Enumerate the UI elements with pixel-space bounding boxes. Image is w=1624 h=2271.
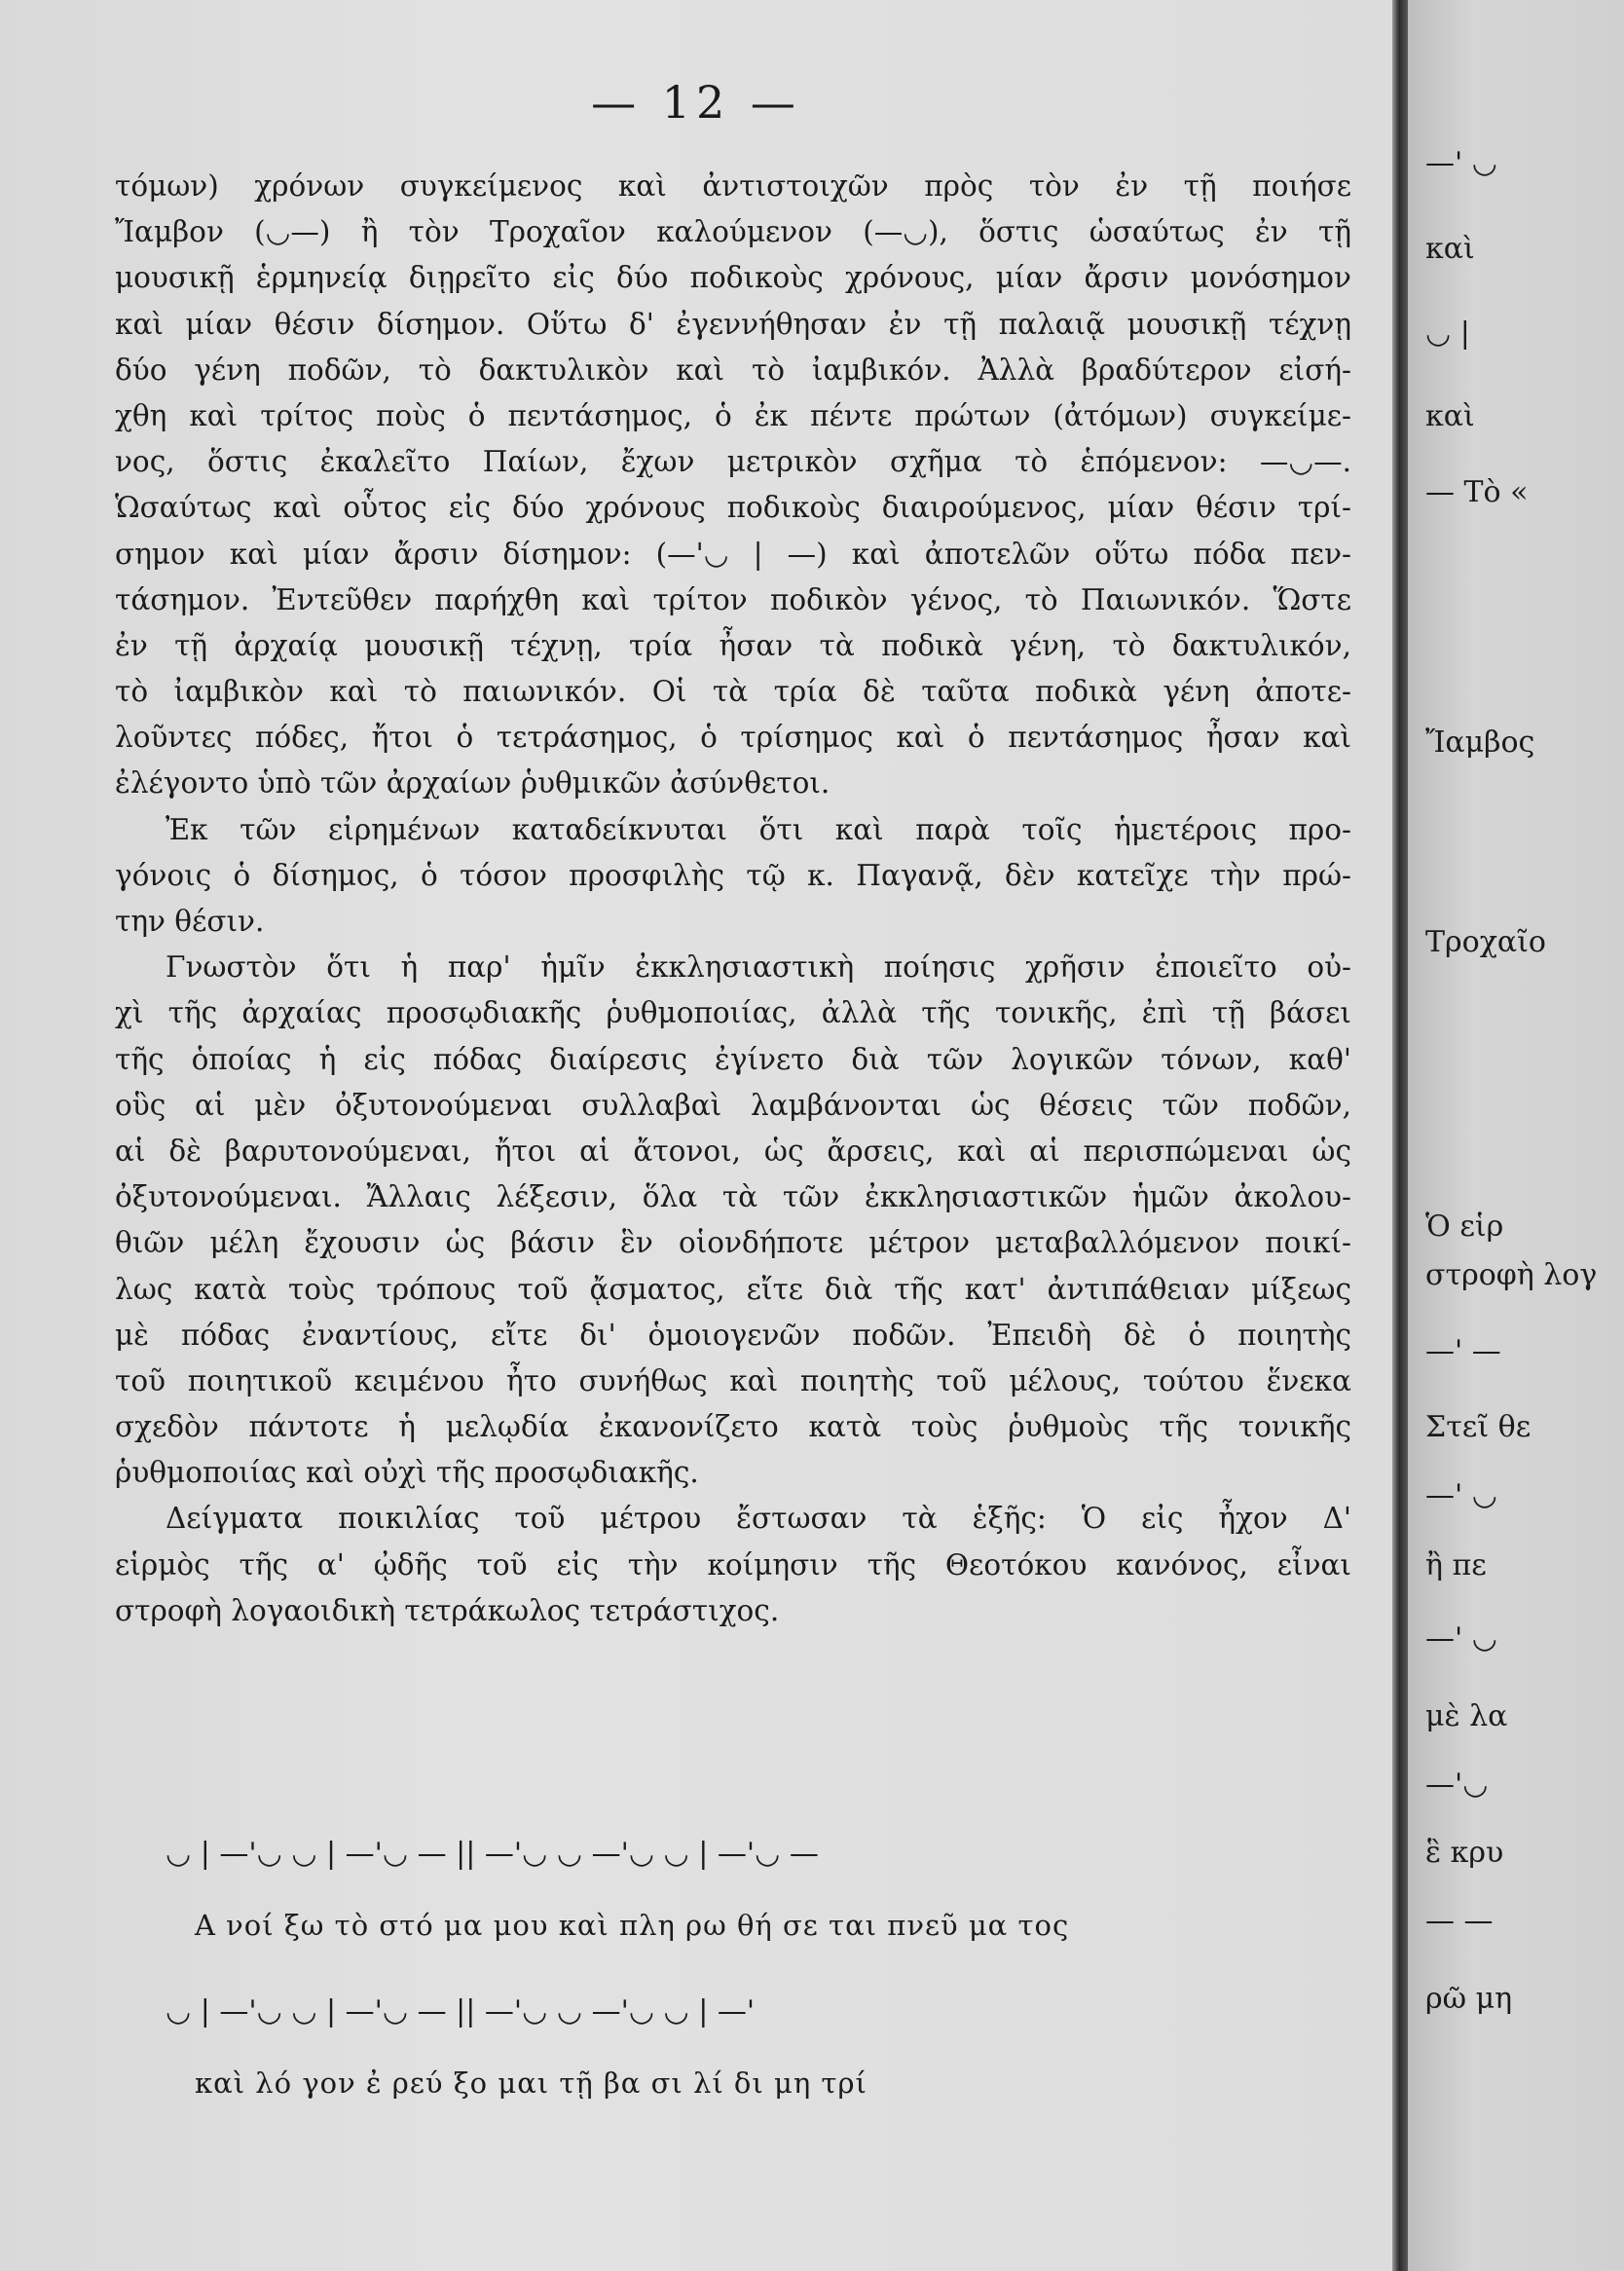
- next-page-fragment: ρῶ μη: [1425, 1982, 1513, 2016]
- next-page-fragment: — —: [1425, 1904, 1494, 1938]
- text-line: χὶ τῆς ἀρχαίας προσῳδιακῆς ῥυθμοποιίας, ἀλλὰ τῆς τονικῆς, ἐπὶ τῇ βάσει: [115, 996, 1351, 1030]
- text-line: μουσικῇ ἑρμηνείᾳ διῃρεῖτο εἰς δύο ποδικοὺς χρόνους, μίαν ἄρσιν μονόσημον: [115, 261, 1351, 295]
- next-page-fragment: μὲ λα: [1425, 1699, 1508, 1733]
- text-line: την θέσιν.: [115, 905, 265, 938]
- syllable-line-2: καὶ λό γον ἐ ρεύ ξο μαι τῇ βα σι λί δι μη τρί: [195, 2066, 867, 2100]
- text-line: οὓς αἱ μὲν ὀξυτονούμεναι συλλαβαὶ λαμβάνονται ὡς θέσεις τῶν ποδῶν,: [115, 1088, 1351, 1122]
- text-line: καὶ μίαν θέσιν δίσημον. Οὕτω δ' ἐγεννήθησαν ἐν τῇ παλαιᾷ μουσικῇ τέχνῃ: [115, 307, 1351, 341]
- text-line: νος, ὅστις ἐκαλεῖτο Παίων, ἔχων μετρικὸν σχῆμα τὸ ἑπόμενον: —◡—.: [115, 445, 1351, 479]
- next-page-fragment: ἢ πε: [1425, 1548, 1487, 1582]
- body-text: [115, 164, 1351, 1634]
- text-line: χθη καὶ τρίτος ποὺς ὁ πεντάσημος, ὁ ἐκ πέντε πρώτων (ἀτόμων) συγκείμε-: [115, 398, 1351, 432]
- text-line: τοῦ ποιητικοῦ κειμένου ἦτο συνήθως καὶ ποιητὴς τοῦ μέλους, τούτου ἕνεκα: [115, 1363, 1351, 1397]
- text-line: τὸ ἰαμβικὸν καὶ τὸ παιωνικόν. Οἱ τὰ τρία δὲ ταῦτα ποδικὰ γένη ἀποτε-: [115, 675, 1351, 709]
- text-line: ἐλέγοντο ὑπὸ τῶν ἀρχαίων ῥυθμικῶν ἀσύνθετοι.: [115, 766, 830, 800]
- text-line: ἐν τῇ ἀρχαίᾳ μουσικῇ τέχνῃ, τρία ἦσαν τὰ ποδικὰ γένη, τὸ δακτυλικόν,: [115, 628, 1351, 662]
- text-line: εἱρμὸς τῆς α' ᾠδῆς τοῦ εἰς τὴν κοίμησιν τῆς Θεοτόκου κανόνος, εἶναι: [115, 1547, 1351, 1582]
- text-line: ῥυθμοποιίας καὶ οὐχὶ τῆς προσῳδιακῆς.: [115, 1456, 699, 1490]
- text-line: Ἐκ τῶν εἰρημένων καταδείκνυται ὅτι καὶ παρὰ τοῖς ἡμετέροις προ-: [166, 812, 1351, 846]
- text-line: σχεδὸν πάντοτε ἡ μελῳδία ἐκανονίζετο κατὰ τοὺς ῥυθμοὺς τῆς τονικῆς: [115, 1410, 1351, 1444]
- next-page-fragment: —' ◡: [1425, 146, 1497, 180]
- text-line: τάσημον. Ἐντεῦθεν παρήχθη καὶ τρίτον ποδικὸν γένος, τὸ Παιωνικόν. Ὥστε: [115, 582, 1351, 616]
- text-line: δύο γένη ποδῶν, τὸ δακτυλικὸν καὶ τὸ ἰαμβικόν. Ἀλλὰ βραδύτερον εἰσή-: [115, 353, 1351, 387]
- text-line: τόμων) χρόνων συγκείμενος καὶ ἀντιστοιχῶν πρὸς τὸν ἐν τῇ ποιήσε: [115, 169, 1351, 203]
- next-page-fragment: καὶ: [1425, 232, 1475, 266]
- text-line: γόνοις ὁ δίσημος, ὁ τόσον προσφιλὴς τῷ κ. Παγανᾷ, δὲν κατεῖχε τὴν πρώ-: [115, 858, 1351, 892]
- next-page-fragment: ἓ κρυ: [1425, 1836, 1504, 1870]
- text-line: αἱ δὲ βαρυτονούμεναι, ἤτοι αἱ ἄτονοι, ὡς ἄρσεις, καὶ αἱ περισπώμεναι ὡς: [115, 1134, 1351, 1168]
- text-line: θιῶν μέλη ἔχουσιν ὡς βάσιν ἓν οἱονδήποτε μέτρον μεταβαλλόμενον ποικί-: [115, 1226, 1351, 1260]
- text-line: Ὡσαύτως καὶ οὗτος εἰς δύο χρόνους ποδικοὺς διαιρούμενος, μίαν θέσιν τρί-: [115, 491, 1351, 525]
- text-line: λως κατὰ τοὺς τρόπους τοῦ ᾄσματος, εἴτε διὰ τῆς κατ' ἀντιπάθειαν μίξεως: [115, 1272, 1351, 1306]
- next-page-fragment: Τροχαῖο: [1425, 925, 1546, 959]
- next-page-fragment: Ἴαμβος: [1425, 726, 1535, 760]
- text-line: Δείγματα ποικιλίας τοῦ μέτρου ἔστωσαν τὰ ἑξῆς: Ὁ εἰς ἦχον Δ': [166, 1502, 1351, 1536]
- next-page-fragment: Ὁ εἱρ: [1425, 1210, 1504, 1244]
- next-page-fragment: Στεῖ θε: [1425, 1410, 1532, 1444]
- next-page-fragment: —' —: [1425, 1334, 1501, 1368]
- page-number: — 12 —: [591, 76, 801, 129]
- next-page-fragment: στροφὴ λογ: [1425, 1258, 1598, 1292]
- next-page-fragment: ◡ |: [1425, 316, 1470, 351]
- text-line: Γνωστὸν ὅτι ἡ παρ' ἡμῖν ἐκκλησιαστικὴ ποίησις χρῆσιν ἐποιεῖτο οὐ-: [166, 950, 1351, 985]
- syllable-line-1: Α νοί ξω τὸ στό μα μου καὶ πλη ρω θή σε ται πνεῦ μα τος: [195, 1909, 1070, 1942]
- next-page-fragment: —' ◡: [1425, 1621, 1497, 1656]
- text-line: στροφὴ λογαοιδικὴ τετράκωλος τετράστιχος.: [115, 1593, 780, 1627]
- next-page-fragment: — Τὸ «: [1425, 475, 1529, 509]
- text-line: σημον καὶ μίαν ἄρσιν δίσημον: (—'◡ | —) καὶ ἀποτελῶν οὕτω πόδα πεν-: [115, 537, 1351, 571]
- text-line: ὀξυτονούμεναι. Ἄλλαις λέξεσιν, ὅλα τὰ τῶν ἐκκλησιαστικῶν ἡμῶν ἀκολου-: [115, 1180, 1351, 1214]
- text-line: τῆς ὁποίας ἡ εἰς πόδας διαίρεσις ἐγίνετο διὰ τῶν λογικῶν τόνων, καθ': [115, 1042, 1351, 1076]
- text-line: λοῦντες πόδες, ἤτοι ὁ τετράσημος, ὁ τρίσημος καὶ ὁ πεντάσημος ἦσαν καὶ: [115, 721, 1351, 755]
- meter-line-1: ◡ | —'◡ ◡ | —'◡ — || —'◡ ◡ —'◡ ◡ | —'◡ —: [166, 1837, 819, 1871]
- meter-line-2: ◡ | —'◡ ◡ | —'◡ — || —'◡ ◡ —'◡ ◡ | —': [166, 1994, 756, 2029]
- next-page-fragment: —'◡: [1425, 1768, 1489, 1802]
- book-page-right-fragment: [1408, 0, 1624, 2271]
- text-line: μὲ πόδας ἐναντίους, εἴτε δι' ὁμοιογενῶν ποδῶν. Ἐπειδὴ δὲ ὁ ποιητὴς: [115, 1318, 1351, 1352]
- next-page-fragment: καὶ: [1425, 399, 1475, 433]
- text-line: Ἴαμβον (◡—) ἢ τὸν Τροχαῖον καλούμενον (—◡), ὅστις ὡσαύτως ἐν τῇ: [115, 215, 1351, 249]
- book-gutter: [1392, 0, 1408, 2271]
- next-page-fragment: —' ◡: [1425, 1478, 1497, 1512]
